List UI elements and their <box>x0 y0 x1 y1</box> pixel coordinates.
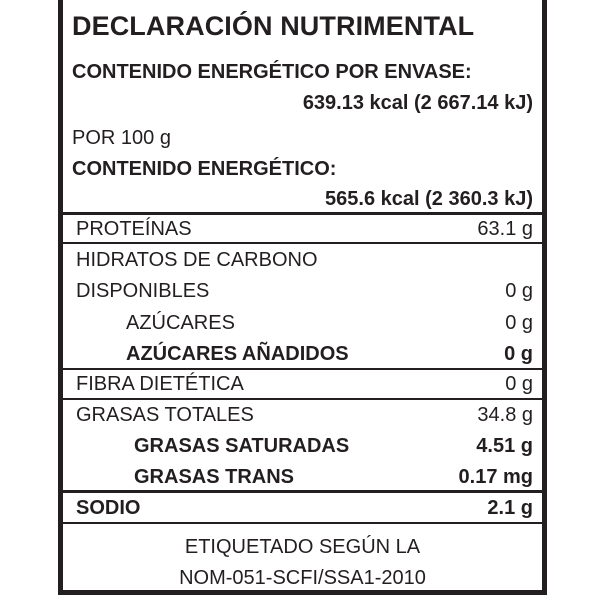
divider <box>63 398 542 400</box>
energy-label: CONTENIDO ENERGÉTICO: <box>72 158 337 180</box>
hidratos-label: HIDRATOS DE CARBONO <box>76 249 318 271</box>
package-energy-value: 639.13 kcal (2 667.14 kJ) <box>302 92 533 114</box>
divider <box>63 490 542 493</box>
fibra-label: FIBRA DIETÉTICA <box>76 373 244 395</box>
energy-value: 565.6 kcal (2 360.3 kJ) <box>325 188 533 210</box>
disponibles-label: DISPONIBLES <box>76 280 210 302</box>
sodio-value: 2.1 g <box>487 497 533 519</box>
azucares-anadidos-value: 0 g <box>504 343 533 365</box>
footer-line-2: NOM-051-SCFI/SSA1-2010 <box>179 567 426 589</box>
proteinas-label: PROTEÍNAS <box>76 218 192 240</box>
proteinas-value: 63.1 g <box>477 218 533 240</box>
fibra-value: 0 g <box>505 373 533 395</box>
grasas-totales-value: 34.8 g <box>477 404 533 426</box>
sodio-label: SODIO <box>76 497 141 519</box>
nutrition-label-panel <box>58 0 547 595</box>
grasas-trans-label: GRASAS TRANS <box>134 466 295 488</box>
grasas-saturadas-label: GRASAS SATURADAS <box>134 435 350 457</box>
divider <box>63 368 542 370</box>
grasas-totales-label: GRASAS TOTALES <box>76 404 254 426</box>
azucares-value: 0 g <box>505 312 533 334</box>
disponibles-value: 0 g <box>505 280 533 302</box>
per-100g-label: POR 100 g <box>72 127 171 149</box>
package-energy-label: CONTENIDO ENERGÉTICO POR ENVASE: <box>72 61 472 83</box>
azucares-anadidos-label: AZÚCARES AÑADIDOS <box>126 343 349 365</box>
divider <box>63 522 542 524</box>
divider <box>63 212 542 215</box>
footer-line-1: ETIQUETADO SEGÚN LA <box>184 536 421 558</box>
azucares-label: AZÚCARES <box>126 312 235 334</box>
label-title: DECLARACIÓN NUTRIMENTAL <box>72 11 475 41</box>
grasas-saturadas-value: 4.51 g <box>476 435 533 457</box>
divider <box>63 242 542 244</box>
grasas-trans-value: 0.17 mg <box>458 466 533 488</box>
